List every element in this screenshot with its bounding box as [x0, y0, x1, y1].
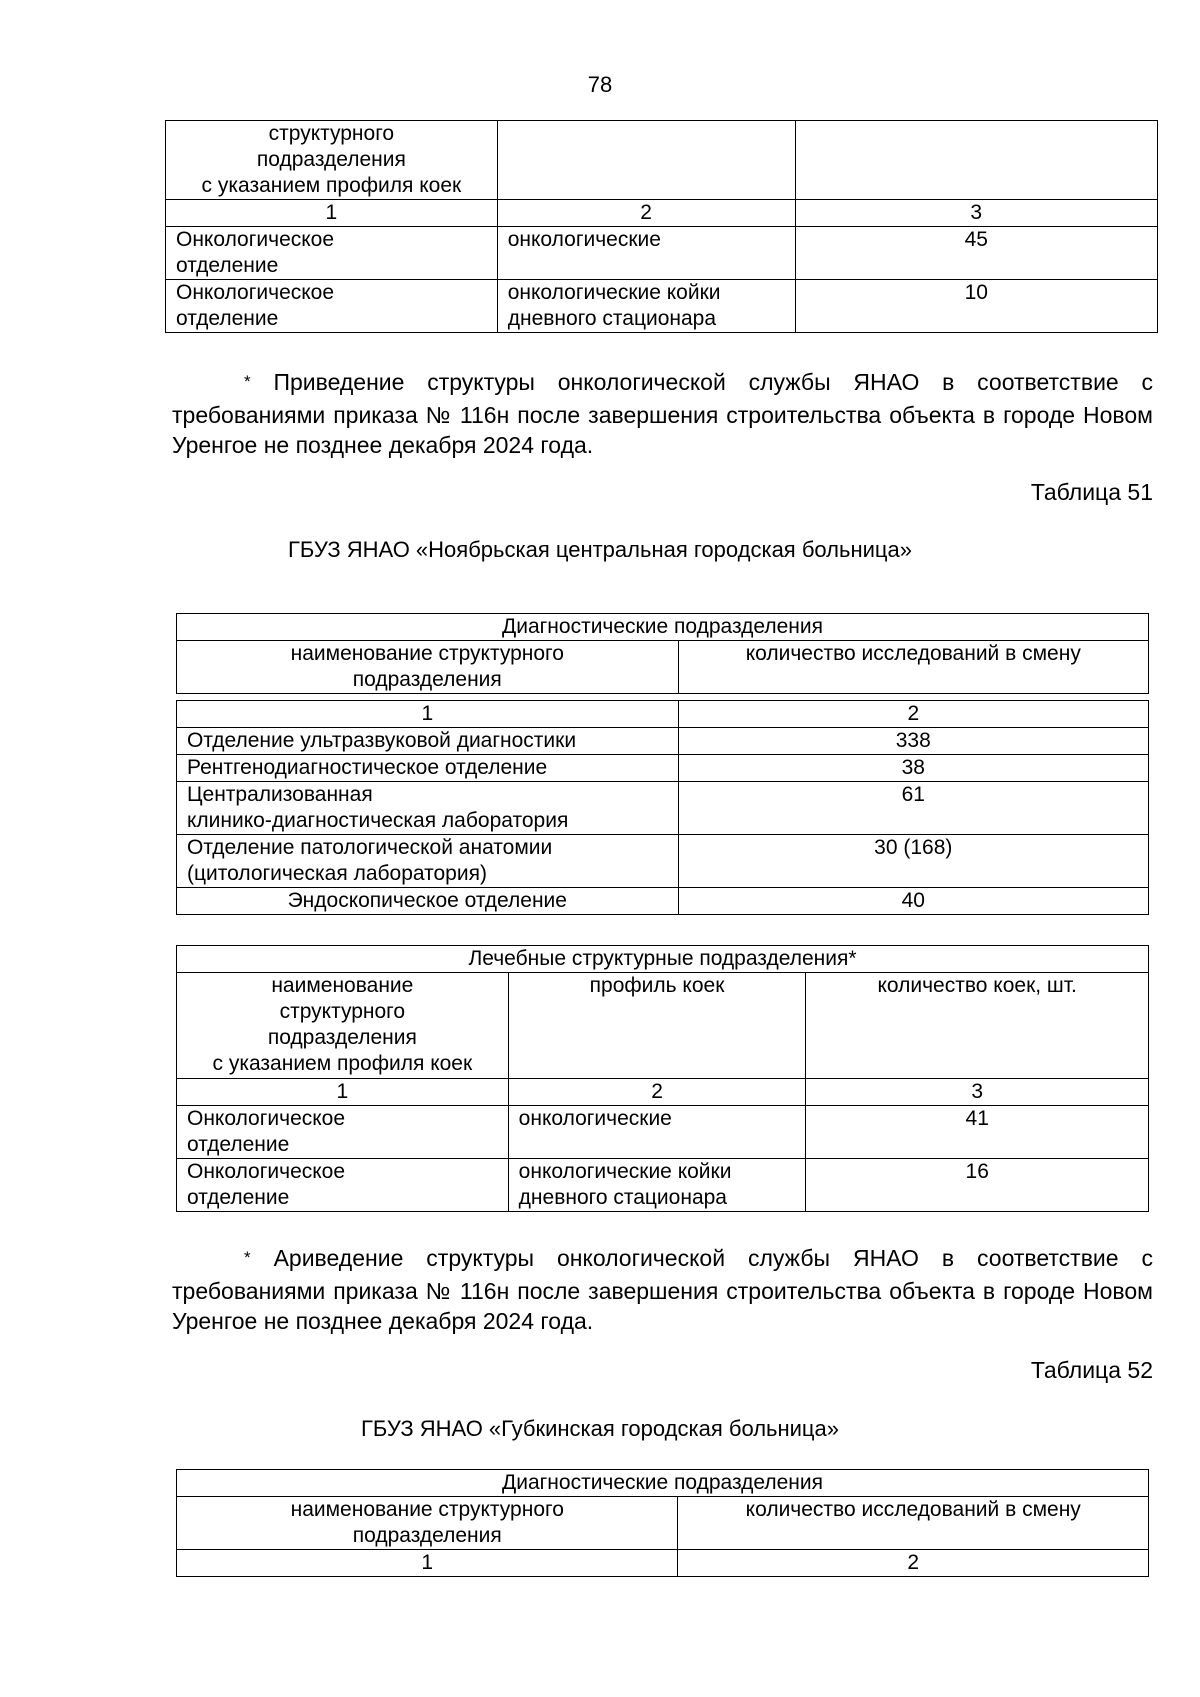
table-row — [177, 1159, 1149, 1212]
table-row — [177, 755, 1149, 782]
column-number: 1 — [166, 200, 498, 227]
header-cell-count: количество коек, шт. — [806, 973, 1149, 1079]
row-count: 45 — [795, 227, 1157, 280]
column-number: 2 — [678, 701, 1148, 728]
table-row — [177, 835, 1149, 888]
column-number: 3 — [806, 1079, 1149, 1106]
table-row — [177, 1106, 1149, 1159]
table-row — [177, 728, 1149, 755]
table-title: Диагностические подразделения — [177, 614, 1149, 641]
row-profile: онкологические койки дневного стационара — [508, 1159, 806, 1212]
column-number: 2 — [508, 1079, 806, 1106]
footnote-text: Ариведение структуры онкологической службы ЯНАО в соответствие с требованиями приказа № 116н после завершения строительства объекта в городе Новом Уренгое не позднее декабря 2024 года. — [172, 1245, 1154, 1334]
row-count: 61 — [678, 782, 1148, 835]
column-number: 1 — [177, 1550, 678, 1577]
table-row — [166, 280, 1158, 333]
table-number-51: Таблица 51 — [1030, 479, 1153, 505]
header-cell-count: количество исследований в смену — [678, 641, 1148, 694]
row-count: 30 (168) — [678, 835, 1148, 888]
table-row — [166, 227, 1158, 280]
row-profile: онкологические — [508, 1106, 806, 1159]
header-cell-profile: профиль коек — [508, 973, 806, 1079]
row-count: 41 — [806, 1106, 1149, 1159]
table-51-diagnostic — [176, 613, 1149, 915]
row-count: 338 — [678, 728, 1148, 755]
header-cell-name: структурного подразделения с указанием профиля коек — [166, 121, 498, 200]
row-count: 16 — [806, 1159, 1149, 1212]
column-number: 1 — [177, 1079, 509, 1106]
table-number-52: Таблица 52 — [1030, 1357, 1153, 1383]
row-name: Эндоскопическое отделение — [177, 888, 679, 915]
table-caption-51: ГБУЗ ЯНАО «Ноябрьская центральная городская больница» — [288, 537, 912, 562]
table-51-treatment — [176, 945, 1149, 1212]
row-name: Отделение патологической анатомии (цитологическая лаборатория) — [177, 835, 679, 888]
column-number: 3 — [795, 200, 1157, 227]
table-top-continuation — [165, 120, 1158, 333]
footnote-2 — [172, 1243, 1153, 1336]
header-cell-name: наименование структурного подразделения — [177, 1497, 678, 1550]
header-cell-name: наименование структурного подразделения с указанием профиля коек — [177, 973, 509, 1079]
row-name: Рентгенодиагностическое отделение — [177, 755, 679, 782]
row-count: 40 — [678, 888, 1148, 915]
footnote-star: * — [244, 372, 251, 391]
header-cell-name: наименование структурного подразделения — [177, 641, 679, 694]
row-name: Централизованная клинико-диагностическая лаборатория — [177, 782, 679, 835]
row-count: 38 — [678, 755, 1148, 782]
column-number: 2 — [497, 200, 795, 227]
header-cell-profile — [497, 121, 795, 200]
footnote-1 — [172, 367, 1153, 460]
table-caption-52: ГБУЗ ЯНАО «Губкинская городская больница» — [360, 1416, 840, 1441]
column-number: 1 — [177, 701, 679, 728]
row-name: Онкологическое отделение — [177, 1159, 509, 1212]
row-profile: онкологические — [497, 227, 795, 280]
row-count: 10 — [795, 280, 1157, 333]
table-row — [177, 888, 1149, 915]
footnote-star: * — [244, 1248, 251, 1267]
column-number: 2 — [678, 1550, 1149, 1577]
row-name: Онкологическое отделение — [177, 1106, 509, 1159]
table-row — [177, 782, 1149, 835]
row-name: Отделение ультразвуковой диагностики — [177, 728, 679, 755]
row-name: Онкологическое отделение — [166, 280, 498, 333]
table-52-diagnostic — [176, 1469, 1149, 1577]
table-title: Лечебные структурные подразделения* — [177, 946, 1149, 973]
header-cell-count — [795, 121, 1157, 200]
row-name: Онкологическое отделение — [166, 227, 498, 280]
header-cell-count: количество исследований в смену — [678, 1497, 1149, 1550]
row-profile: онкологические койки дневного стационара — [497, 280, 795, 333]
footnote-text: Приведение структуры онкологической службы ЯНАО в соответствие с требованиями приказа № 116н после завершения строительства объекта в городе Новом Уренгое не позднее декабря 2024 года. — [172, 369, 1153, 458]
table-title: Диагностические подразделения — [177, 1470, 1149, 1497]
page-number: 78 — [587, 72, 613, 97]
